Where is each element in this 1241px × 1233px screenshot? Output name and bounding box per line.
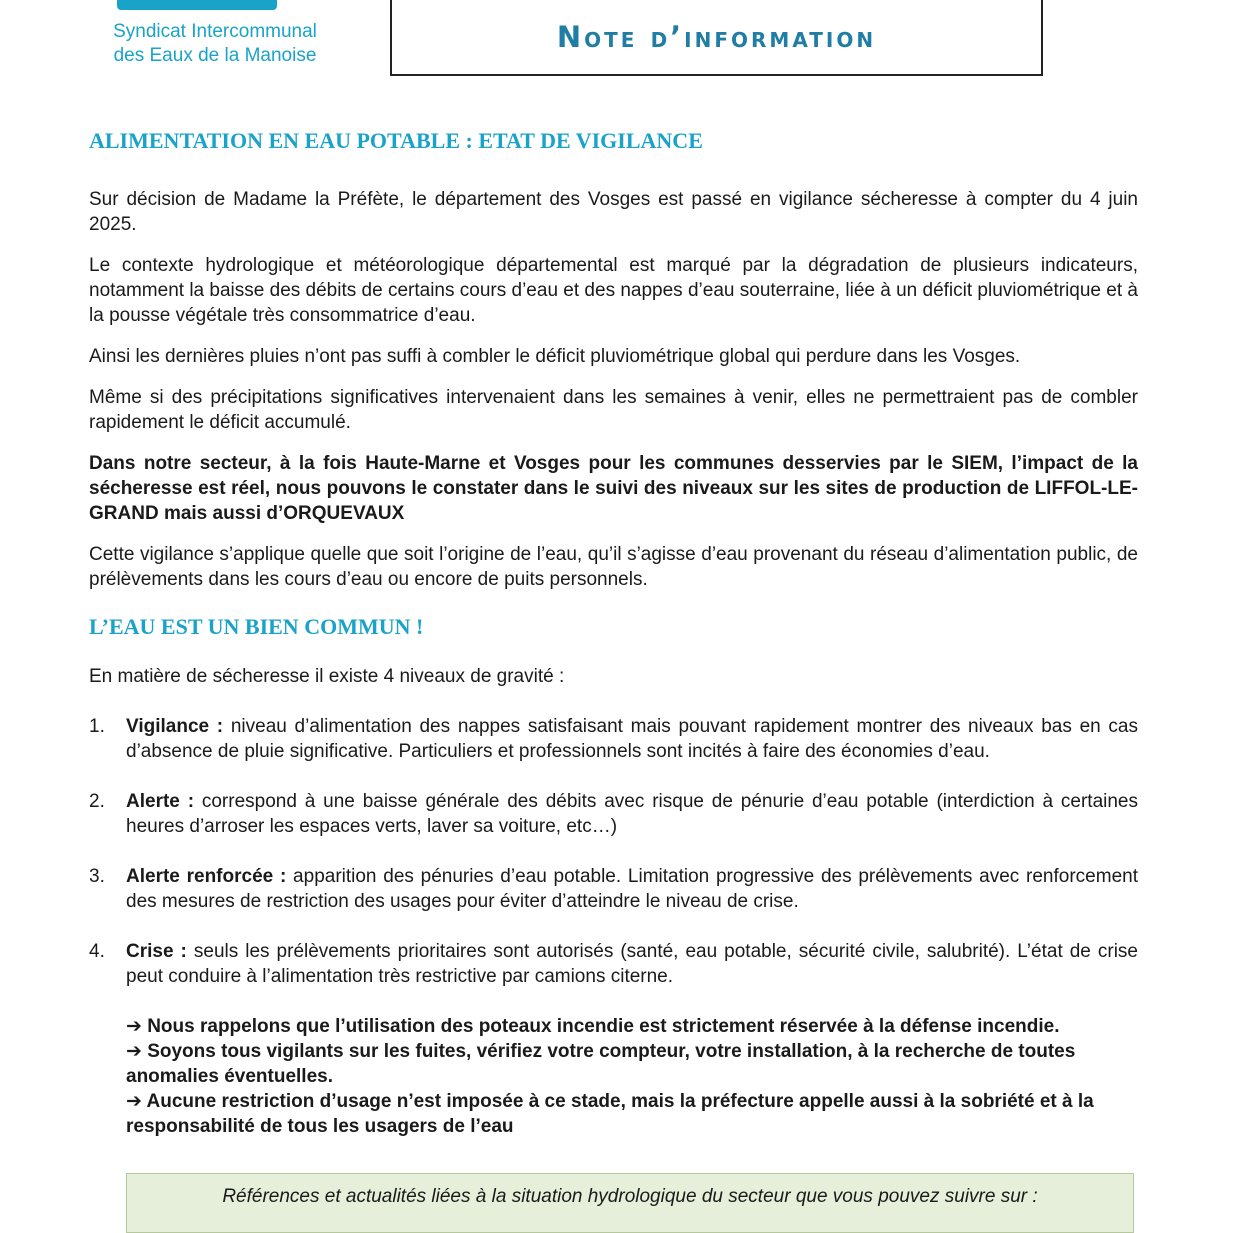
- header-box: [390, 0, 1043, 76]
- paragraph-4: Même si des précipitations significatives intervenaient dans les semaines à venir, elles ne permettraient pas de combler rapidement le déficit accumulé.: [89, 387, 1138, 433]
- list-number: 1.: [89, 716, 105, 737]
- list-item: [89, 939, 1138, 989]
- level-term: Alerte :: [126, 791, 195, 812]
- recommendation-item: ➔ Nous rappelons que l’utilisation des poteaux incendie est strictement réservée à la défense incendie.: [126, 1016, 1060, 1037]
- levels-intro: En matière de sécheresse il existe 4 niveaux de gravité :: [89, 666, 565, 687]
- header-title: Note d’information: [556, 20, 877, 54]
- logo-line-2: des Eaux de la Manoise: [113, 45, 317, 66]
- list-number: 4.: [89, 941, 105, 962]
- logo-line-1: Syndicat Intercommunal: [113, 21, 317, 42]
- paragraph-6: Cette vigilance s’applique quelle que soit l’origine de l’eau, qu’il s’agisse d’eau provenant du réseau d’alimentation public, de prélèvements dans les cours d’eau ou encore de puits personnels.: [89, 544, 1138, 590]
- recommendations: [89, 1014, 1138, 1139]
- logo-graphic: [117, 0, 277, 10]
- document-body: [89, 126, 1138, 1139]
- section-heading-bien-commun: L’EAU EST UN BIEN COMMUN !: [89, 614, 424, 639]
- level-term: Crise :: [126, 941, 187, 962]
- list-number: 2.: [89, 791, 105, 812]
- reference-box: [126, 1173, 1134, 1233]
- levels-list: [89, 714, 1138, 989]
- section-heading-vigilance: ALIMENTATION EN EAU POTABLE : ETAT DE VIGILANCE: [89, 128, 703, 153]
- logo: [90, 20, 340, 68]
- reference-text: Références et actualités liées à la situation hydrologique du secteur que vous pouvez suivre sur :: [222, 1186, 1038, 1207]
- paragraph-3: Ainsi les dernières pluies n’ont pas suffi à combler le déficit pluviométrique global qui perdure dans les Vosges.: [89, 346, 1021, 367]
- list-number: 3.: [89, 866, 105, 887]
- paragraph-1: Sur décision de Madame la Préfète, le département des Vosges est passé en vigilance sécheresse à compter du 4 juin 2025.: [89, 189, 1138, 235]
- recommendation-item: ➔ Aucune restriction d’usage n’est imposée à ce stade, mais la préfecture appelle aussi à la sobriété et à la responsabilité de tous les usagers de l’eau: [126, 1091, 1094, 1137]
- level-term: Alerte renforcée :: [126, 866, 287, 887]
- paragraph-5: Dans notre secteur, à la fois Haute-Marne et Vosges pour les communes desservies par le SIEM, l’impact de la sécheresse est réel, nous pouvons le constater dans le suivi des niveaux sur les sites de production de LIFFOL-LE-GRAND mais aussi d’ORQUEVAUX: [89, 453, 1138, 524]
- list-item: [89, 714, 1138, 764]
- list-item: [89, 864, 1138, 914]
- level-text: seuls les prélèvements prioritaires sont autorisés (santé, eau potable, sécurité civile, salubrité). L’état de crise peut conduire à l’alimentation très restrictive par camions citerne.: [126, 941, 1138, 987]
- recommendation-item: ➔ Soyons tous vigilants sur les fuites, vérifiez votre compteur, votre installation, à la recherche de toutes anomalies éventuelles.: [126, 1041, 1076, 1087]
- level-text: correspond à une baisse générale des débits avec risque de pénurie d’eau potable (interdiction à certaines heures d’arroser les espaces verts, laver sa voiture, etc…): [126, 791, 1138, 837]
- level-text: niveau d’alimentation des nappes satisfaisant mais pouvant rapidement montrer des niveaux bas en cas d’absence de pluie significative. Particuliers et professionnels sont incités à faire des économies d’eau.: [126, 716, 1138, 762]
- list-item: [89, 789, 1138, 839]
- level-term: Vigilance :: [126, 716, 224, 737]
- paragraph-2: Le contexte hydrologique et météorologique départemental est marqué par la dégradation de plusieurs indicateurs, notamment la baisse des débits de certains cours d’eau et des nappes d’eau souterraine, liée à un déficit pluviométrique et à la pousse végétale très consommatrice d’eau.: [89, 255, 1138, 326]
- level-text: apparition des pénuries d’eau potable. Limitation progressive des prélèvements avec renforcement des mesures de restriction des usages pour éviter d’atteindre le niveau de crise.: [126, 866, 1138, 912]
